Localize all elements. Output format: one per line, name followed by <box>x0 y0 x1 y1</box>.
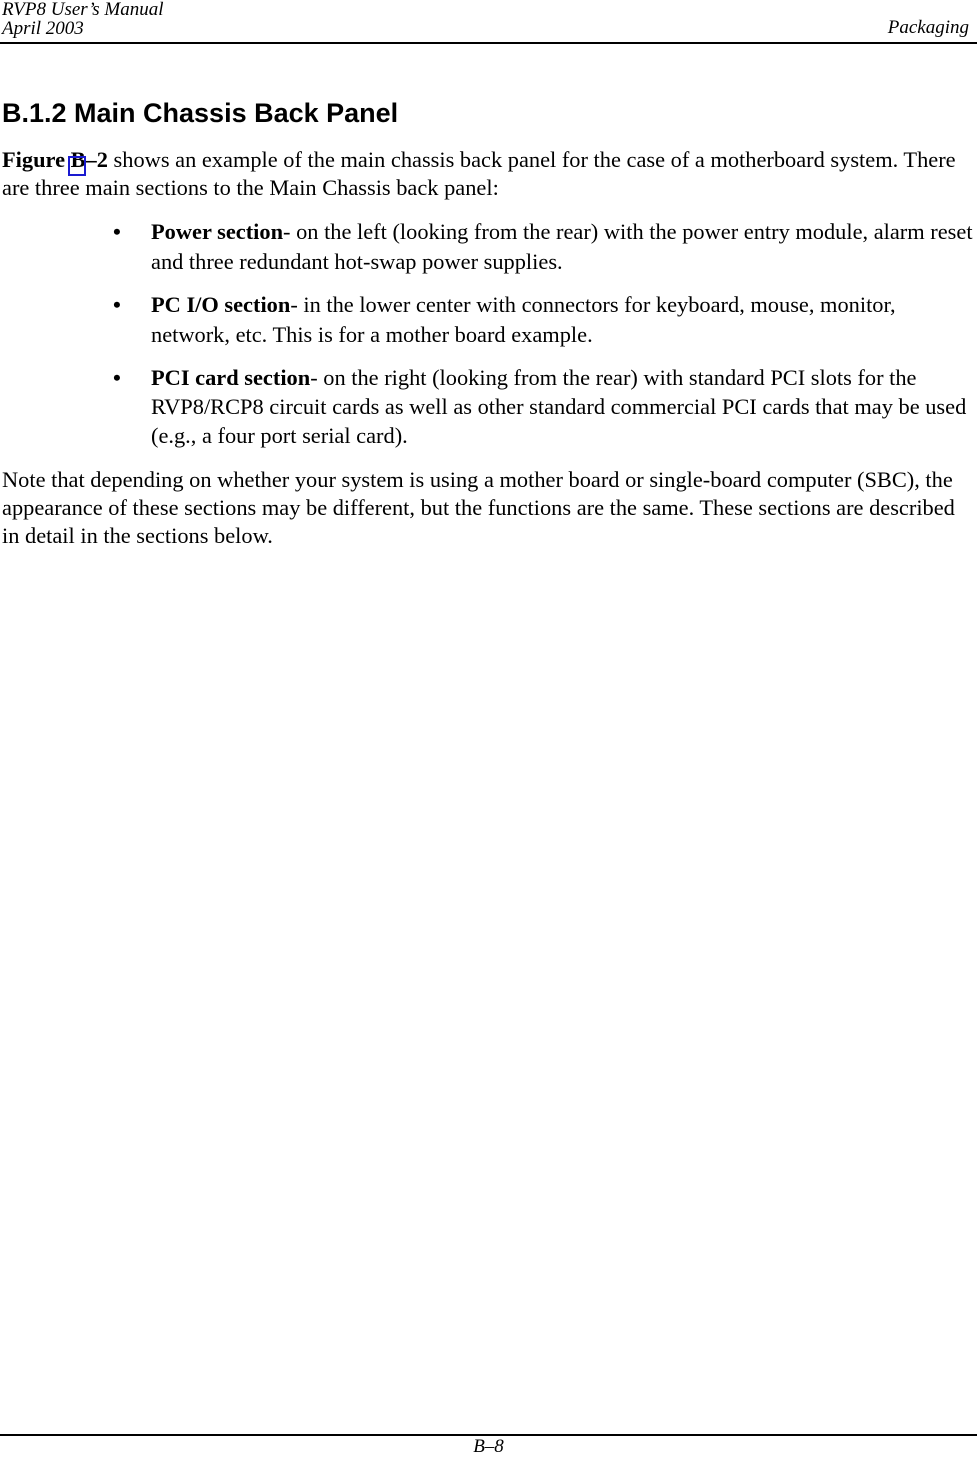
bullet-icon: • <box>113 219 121 244</box>
section-list <box>2 217 977 463</box>
manual-title: RVP8 User’s Manual <box>2 0 164 20</box>
figure-reference-link[interactable]: Figure B–2 <box>2 147 108 172</box>
bullet-icon: • <box>113 365 121 390</box>
note-paragraph: Note that depending on whether your system is using a mother board or single-board computer (SBC), the appearance of these sections may be different, but the functions are the same. These sections are described in detail in the sections below. <box>2 467 955 548</box>
list-item-power <box>2 217 977 277</box>
page-number: B–8 <box>473 1436 504 1457</box>
list-item-pc-io <box>2 290 977 350</box>
running-header-left <box>2 0 164 38</box>
bullet-icon: • <box>113 292 121 317</box>
intro-paragraph <box>2 146 967 202</box>
chapter-name: Packaging <box>887 17 969 38</box>
list-term: Power section <box>151 219 284 244</box>
list-term: PC I/O section <box>151 292 291 317</box>
hyperlink-marker[interactable] <box>68 156 86 176</box>
header-rule <box>0 42 977 44</box>
intro-text: shows an example of the main chassis back panel for the case of a motherboard system. There are three main sections to the Main Chassis back panel: <box>2 147 956 200</box>
list-text: - on the left (looking from the rear) with the power entry module, alarm reset and three redundant hot-swap power supplies. <box>151 219 973 274</box>
publication-date: April 2003 <box>2 18 84 39</box>
list-term: PCI card section <box>151 365 311 390</box>
list-text: - in the lower center with connectors for keyboard, mouse, monitor, network, etc. This is for a mother board example. <box>151 292 896 347</box>
list-text: - on the right (looking from the rear) with standard PCI slots for the RVP8/RCP8 circuit cards as well as other standard commercial PCI cards that may be used (e.g., a four port serial card). <box>151 365 967 448</box>
section-title: B.1.2 Main Chassis Back Panel <box>2 98 399 128</box>
list-item-pci-card <box>2 363 977 450</box>
